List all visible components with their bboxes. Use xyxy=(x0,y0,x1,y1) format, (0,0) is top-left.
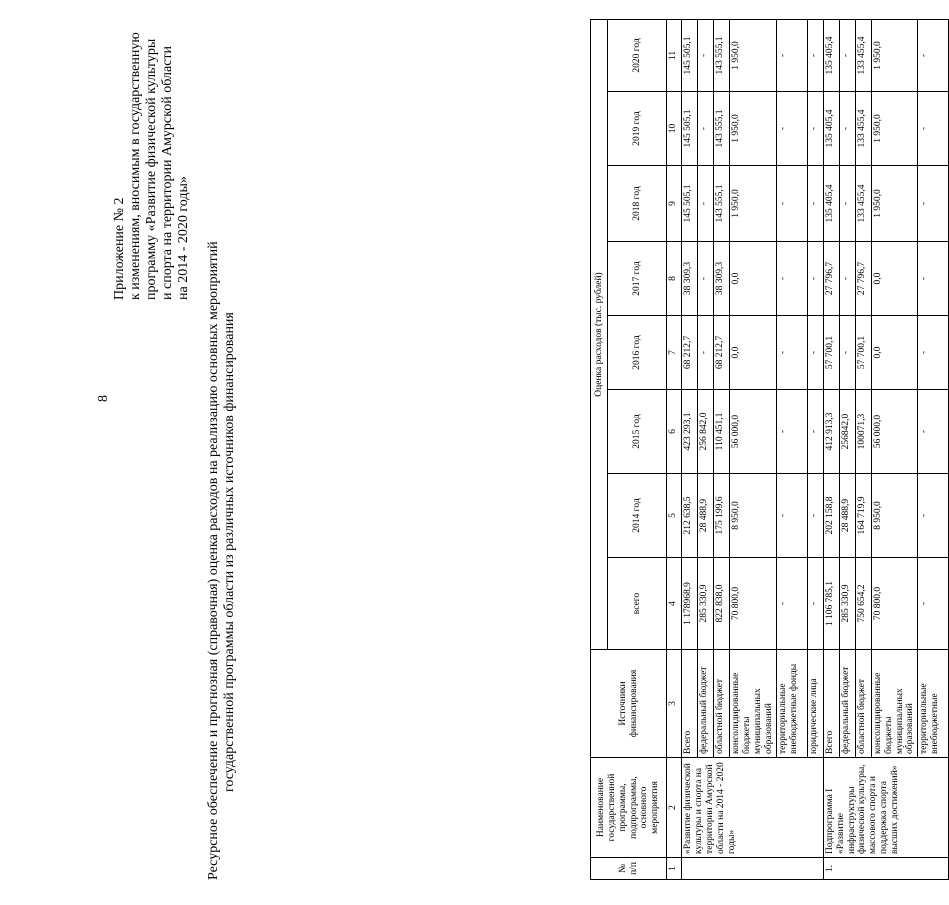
value-cell: 135 405,4 xyxy=(823,92,839,166)
table-row xyxy=(871,19,918,879)
value-cell: 57 700,1 xyxy=(823,316,839,390)
value-cell: 8 950,0 xyxy=(871,474,918,558)
header-year: 2018 год xyxy=(608,166,667,242)
value-cell: - xyxy=(698,316,714,390)
header-estimate: Оценка расходов (тыс. рублей) xyxy=(591,19,608,649)
appendix-line: на 2014 - 2020 годы» xyxy=(176,176,191,300)
value-cell: 38 309,3 xyxy=(714,242,730,316)
table-row xyxy=(839,19,855,879)
value-cell: 285 330,9 xyxy=(839,558,855,650)
value-cell: 27 796,7 xyxy=(855,242,871,316)
value-cell: - xyxy=(776,316,807,390)
value-cell: - xyxy=(807,474,823,558)
value-cell: 0,0 xyxy=(730,316,777,390)
value-cell: 135 405,4 xyxy=(823,19,839,91)
value-cell: 0,0 xyxy=(871,242,918,316)
value-cell: - xyxy=(807,390,823,474)
row-source: территориальные внебюджетные фонды xyxy=(776,650,807,758)
value-cell: 38 309,3 xyxy=(682,242,698,316)
table-row xyxy=(730,19,777,879)
title-line: Ресурсное обеспечение и прогнозная (справочная) оценка расходов на реализацию основных мероприятий xyxy=(206,241,221,880)
table-row xyxy=(714,19,730,879)
title-line: государственной программы области из различных источников финансирования xyxy=(222,312,237,792)
appendix-line: программу «Развитие физической культуры xyxy=(144,38,159,300)
appendix-line: и спорта на территории Амурской области xyxy=(160,45,175,300)
value-cell: - xyxy=(918,390,949,474)
value-cell: 100071,3 xyxy=(855,390,871,474)
value-cell: 423 293,1 xyxy=(682,390,698,474)
header-year: 2019 год xyxy=(608,92,667,166)
value-cell: - xyxy=(807,166,823,242)
index-row xyxy=(667,19,682,879)
value-cell: 110 451,1 xyxy=(714,390,730,474)
appendix-line: Приложение № 2 xyxy=(112,197,127,300)
value-cell: 1 178968,9 xyxy=(682,558,698,650)
value-cell: - xyxy=(918,316,949,390)
value-cell: 145 505,1 xyxy=(682,166,698,242)
value-cell: - xyxy=(918,92,949,166)
value-cell: 70 800,0 xyxy=(730,558,777,650)
row-source: консолидированные бюджеты муниципальных образований xyxy=(730,650,777,758)
page-number: 8 xyxy=(96,395,111,402)
value-cell: 57 700,1 xyxy=(855,316,871,390)
value-cell: 285 330,9 xyxy=(698,558,714,650)
value-cell: - xyxy=(698,92,714,166)
table-row xyxy=(698,19,714,879)
header-year: 2015 год xyxy=(608,390,667,474)
value-cell: 28 488,9 xyxy=(839,474,855,558)
value-cell: - xyxy=(776,390,807,474)
value-cell: 1 106 785,1 xyxy=(823,558,839,650)
value-cell: 256 842,0 xyxy=(698,390,714,474)
value-cell: 1 950,0 xyxy=(871,19,918,91)
value-cell: 164 719,9 xyxy=(855,474,871,558)
row-name: Подпрограмма I «Развитие инфраструктуры физической культуры, массового спорта и поддержка спорта высших достижений» xyxy=(823,758,949,858)
value-cell: - xyxy=(807,558,823,650)
value-cell: - xyxy=(698,166,714,242)
value-cell: 1 950,0 xyxy=(730,166,777,242)
value-cell: 822 838,0 xyxy=(714,558,730,650)
row-num: 1. xyxy=(823,858,949,880)
value-cell: - xyxy=(807,316,823,390)
value-cell: 0,0 xyxy=(730,242,777,316)
value-cell: 175 199,6 xyxy=(714,474,730,558)
value-cell: - xyxy=(918,474,949,558)
value-cell: 143 555,1 xyxy=(714,19,730,91)
value-cell: 145 505,1 xyxy=(682,19,698,91)
value-cell: - xyxy=(918,242,949,316)
header-name: Наименование государственной программы, подпрограммы, основного мероприятия xyxy=(591,758,667,858)
table-row xyxy=(918,19,949,879)
row-source: федеральный бюджет xyxy=(698,650,714,758)
table-header-row xyxy=(591,19,608,879)
index-cell: 4 xyxy=(667,558,682,650)
value-cell: 68 212,7 xyxy=(682,316,698,390)
row-num xyxy=(682,858,824,880)
value-cell: 0,0 xyxy=(871,316,918,390)
value-cell: 1 950,0 xyxy=(730,92,777,166)
value-cell: - xyxy=(839,242,855,316)
header-source: Источники финансирования xyxy=(591,650,667,758)
value-cell: - xyxy=(776,558,807,650)
index-cell: 1 xyxy=(667,858,682,880)
value-cell: 212 638,5 xyxy=(682,474,698,558)
index-cell: 9 xyxy=(667,166,682,242)
value-cell: 56 000,0 xyxy=(730,390,777,474)
value-cell: 8 950,0 xyxy=(730,474,777,558)
value-cell: - xyxy=(839,166,855,242)
table-row xyxy=(682,19,698,879)
value-cell: - xyxy=(807,242,823,316)
value-cell: - xyxy=(807,92,823,166)
index-cell: 11 xyxy=(667,19,682,91)
row-source: областной бюджет xyxy=(855,650,871,758)
value-cell: 750 654,2 xyxy=(855,558,871,650)
index-cell: 3 xyxy=(667,650,682,758)
funding-table-sheet xyxy=(590,20,940,880)
value-cell: - xyxy=(776,242,807,316)
row-source: территориальные внебюджетные xyxy=(918,650,949,758)
header-year: 2016 год xyxy=(608,316,667,390)
table-row xyxy=(807,19,823,879)
value-cell: - xyxy=(807,19,823,91)
value-cell: 256842,0 xyxy=(839,390,855,474)
value-cell: - xyxy=(839,92,855,166)
value-cell: - xyxy=(839,316,855,390)
value-cell: 145 505,1 xyxy=(682,92,698,166)
value-cell: 28 488,9 xyxy=(698,474,714,558)
value-cell: - xyxy=(698,242,714,316)
value-cell: 133 455,4 xyxy=(855,19,871,91)
value-cell: 1 950,0 xyxy=(871,166,918,242)
value-cell: 202 158,8 xyxy=(823,474,839,558)
header-year: всего xyxy=(608,558,667,650)
value-cell: 1 950,0 xyxy=(871,92,918,166)
value-cell: 412 913,3 xyxy=(823,390,839,474)
header-year: 2014 год xyxy=(608,474,667,558)
index-cell: 10 xyxy=(667,92,682,166)
value-cell: - xyxy=(776,474,807,558)
table-row xyxy=(776,19,807,879)
header-year: 2020 год xyxy=(608,19,667,91)
value-cell: - xyxy=(839,19,855,91)
index-cell: 5 xyxy=(667,474,682,558)
value-cell: 1 950,0 xyxy=(730,19,777,91)
value-cell: - xyxy=(698,19,714,91)
value-cell: 70 800,0 xyxy=(871,558,918,650)
value-cell: - xyxy=(776,166,807,242)
value-cell: - xyxy=(918,558,949,650)
row-source: Всего xyxy=(823,650,839,758)
value-cell: 143 555,1 xyxy=(714,166,730,242)
value-cell: 68 212,7 xyxy=(714,316,730,390)
header-year: 2017 год xyxy=(608,242,667,316)
index-cell: 8 xyxy=(667,242,682,316)
value-cell: - xyxy=(776,19,807,91)
row-source: областной бюджет xyxy=(714,650,730,758)
table-row xyxy=(855,19,871,879)
index-cell: 2 xyxy=(667,758,682,858)
value-cell: 143 555,1 xyxy=(714,92,730,166)
value-cell: 27 796,7 xyxy=(823,242,839,316)
funding-table xyxy=(590,19,949,880)
header-num: № п/п xyxy=(591,858,667,880)
index-cell: 7 xyxy=(667,316,682,390)
value-cell: - xyxy=(918,166,949,242)
index-cell: 6 xyxy=(667,390,682,474)
value-cell: - xyxy=(776,92,807,166)
table-row xyxy=(823,19,839,879)
value-cell: - xyxy=(918,19,949,91)
appendix-line: к изменениям, вносимым в государственную xyxy=(128,32,143,300)
row-source: Всего xyxy=(682,650,698,758)
value-cell: 133 455,4 xyxy=(855,166,871,242)
value-cell: 133 455,4 xyxy=(855,92,871,166)
row-source: консолидированные бюджеты муниципальных образований xyxy=(871,650,918,758)
row-name: «Развитие физической культуры и спорта на территории Амурской области на 2014 - 2020 годы» xyxy=(682,758,824,858)
value-cell: 135 405,4 xyxy=(823,166,839,242)
row-source: федеральный бюджет xyxy=(839,650,855,758)
row-source: юридические лица xyxy=(807,650,823,758)
value-cell: 56 000,0 xyxy=(871,390,918,474)
